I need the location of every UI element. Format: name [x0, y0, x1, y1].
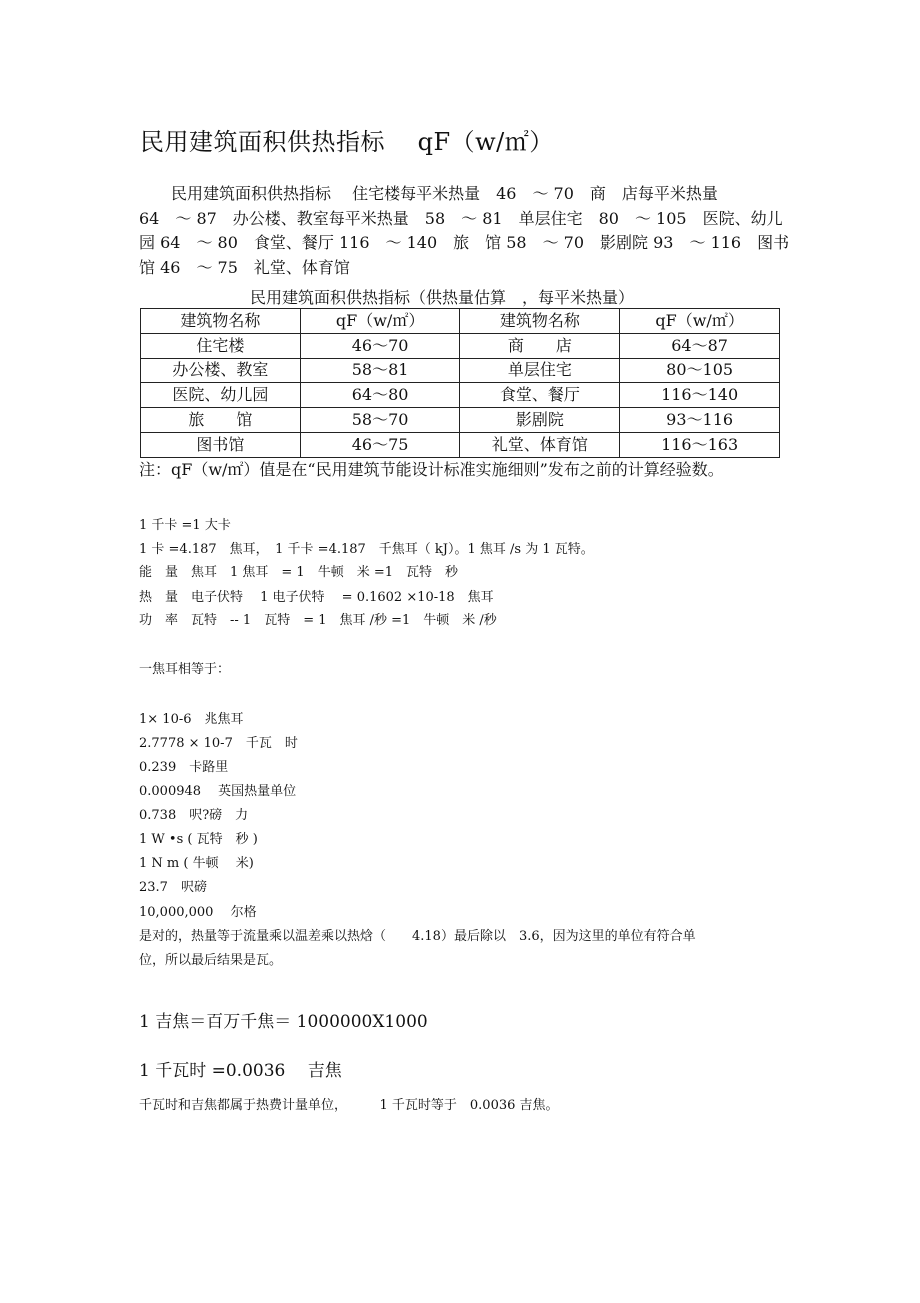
joule-list-item: 2.7778 × 10-7 千瓦 时: [139, 736, 298, 751]
table-cell: 图书馆: [141, 432, 301, 457]
heating-index-table: [140, 308, 780, 458]
joule-list-item: 23.7 呎磅: [139, 880, 207, 895]
table-cell: 住宅楼: [141, 333, 301, 358]
table-cell: 58～81: [300, 358, 460, 383]
header-cell: qF（w/㎡）: [300, 309, 460, 334]
table-cell: 46～75: [300, 432, 460, 457]
page-title: 民用建筑面积供热指标 qF（w/㎡）: [140, 128, 554, 156]
table-cell: 影剧院: [460, 408, 620, 433]
table-row: [141, 408, 780, 433]
table-row: [141, 333, 780, 358]
joule-list-item: 0.239 卡路里: [139, 760, 229, 775]
intro-line: 园 64 ～ 80 食堂、餐厅 116 ～ 140 旅 馆 58 ～ 70 影剧院 93 ～ 116 图书: [139, 233, 790, 252]
joule-list-item: 0.000948 英国热量单位: [139, 784, 297, 799]
closing-line: 千瓦时和吉焦都属于热费计量单位， 1 千瓦时等于 0.0036 吉焦。: [139, 1098, 559, 1113]
table-cell: 58～70: [300, 408, 460, 433]
table-cell: 医院、幼儿园: [141, 383, 301, 408]
conversion-line: 能 量 焦耳 1 焦耳 = 1 牛顿 米 =1 瓦特 秒: [139, 565, 458, 580]
joule-list-item: 1 N m ( 牛顿 米): [139, 856, 254, 871]
explanation-line: 位，所以最后结果是瓦。: [139, 953, 283, 968]
table-cell: 礼堂、体育馆: [460, 432, 620, 457]
header-cell: 建筑物名称: [141, 309, 301, 334]
intro-line: 民用建筑面积供热指标 住宅楼每平米热量 46 ～ 70 商 店每平米热量: [139, 184, 718, 203]
table-row: [141, 358, 780, 383]
table-cell: 93～116: [620, 408, 780, 433]
table-header-row: [141, 309, 780, 334]
intro-line: 64 ～ 87 办公楼、教室每平米热量 58 ～ 81 单层住宅 80 ～ 105 医院、幼儿: [139, 208, 783, 228]
conversion-line: 热 量 电子伏特 1 电子伏特 = 0.1602 ×10-18 焦耳: [139, 590, 494, 605]
table-cell: 办公楼、教室: [141, 358, 301, 383]
joule-list-item: 10,000,000 尔格: [139, 905, 257, 920]
table-cell: 食堂、餐厅: [460, 383, 620, 408]
table-cell: 64～87: [620, 333, 780, 358]
table-cell: 64～80: [300, 383, 460, 408]
joule-heading: 一焦耳相等于：: [139, 662, 231, 677]
table-cell: 46～70: [300, 333, 460, 358]
table-cell: 116～163: [620, 432, 780, 457]
table-cell: 商 店: [460, 333, 620, 358]
conversion-line: 功 率 瓦特 -- 1 瓦特 = 1 焦耳 /秒 =1 牛顿 米 /秒: [139, 613, 497, 628]
conversion-line: 1 千卡 =1 大卡: [139, 518, 231, 533]
table-note: 注：qF（w/㎡）值是在“民用建筑节能设计标准实施细则”发布之前的计算经验数。: [139, 460, 724, 479]
table-cell: 旅 馆: [141, 408, 301, 433]
header-cell: qF（w/㎡）: [620, 309, 780, 334]
joule-list-item: 0.738 呎?磅 力: [139, 808, 249, 823]
table-row: [141, 432, 780, 457]
table-cell: 116～140: [620, 383, 780, 408]
header-cell: 建筑物名称: [460, 309, 620, 334]
joule-list-item: 1 W •s ( 瓦特 秒 ): [139, 832, 258, 847]
intro-line: 馆 46 ～ 75 礼堂、体育馆: [139, 257, 350, 277]
table-cell: 单层住宅: [460, 358, 620, 383]
conversion-line: 1 卡 =4.187 焦耳， 1 千卡 =4.187 千焦耳（ kJ）。1 焦耳 /s 为 1 瓦特。: [139, 542, 594, 557]
intro-paragraph: [139, 182, 790, 280]
kwh-line: 1 千瓦时 =0.0036 吉焦: [139, 1061, 342, 1081]
table-cell: 80～105: [620, 358, 780, 383]
joule-list-item: 1× 10-6 兆焦耳: [139, 712, 244, 727]
gigajoule-line: 1 吉焦＝百万千焦＝ 1000000X1000: [139, 1012, 428, 1032]
table-caption: 民用建筑面积供热指标（供热量估算 ，每平米热量）: [250, 288, 635, 307]
table-row: [141, 383, 780, 408]
explanation-line: 是对的，热量等于流量乘以温差乘以热焓（ 4.18）最后除以 3.6，因为这里的单位有符合单: [139, 929, 696, 944]
